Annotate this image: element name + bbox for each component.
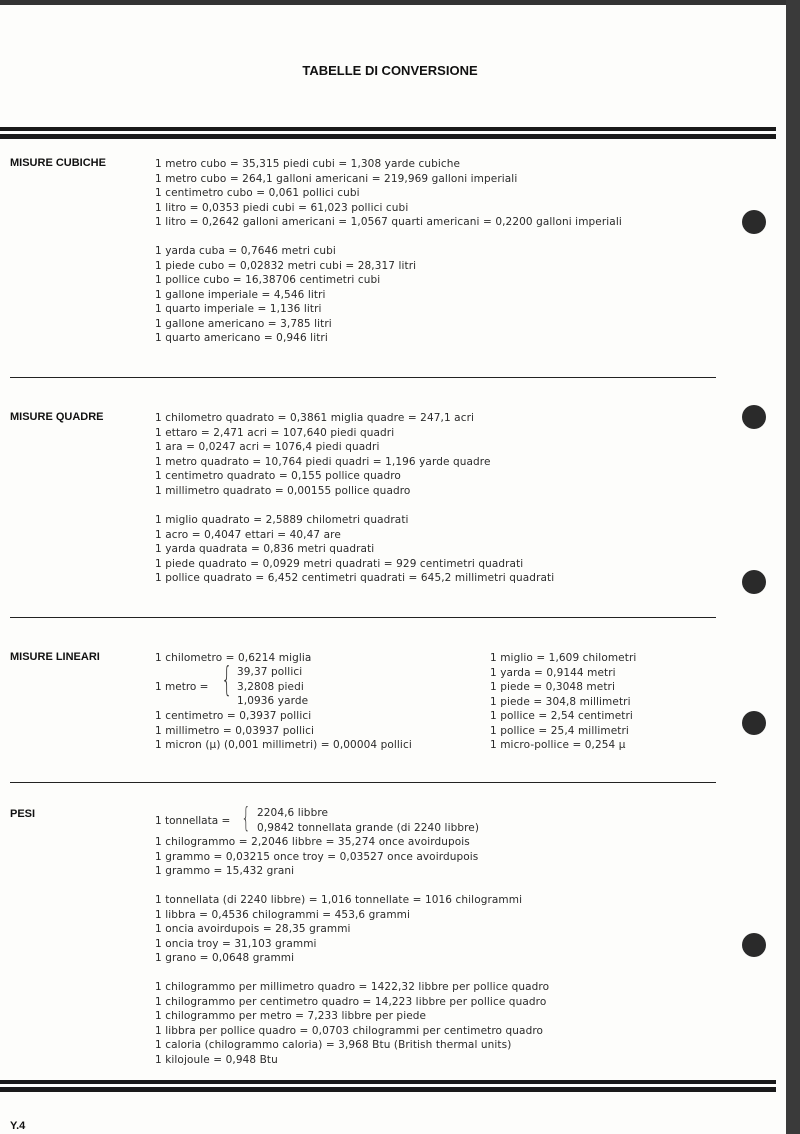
conversion-line: 1 chilogrammo per centimetro quadro = 14,223 libbre per pollice quadro <box>155 995 547 1008</box>
conversion-group <box>155 980 549 1067</box>
section-divider <box>10 782 716 783</box>
conversion-group <box>155 244 416 346</box>
conversion-line: 1 quarto imperiale = 1,136 litri <box>155 303 322 315</box>
conversion-line: 1 chilogrammo = 2,2046 libbre = 35,274 once avoirdupois <box>155 836 470 848</box>
conversion-group <box>155 411 491 498</box>
brace-symbol: { <box>221 660 233 700</box>
conversion-line: 1 ara = 0,0247 acri = 1076,4 piedi quadri <box>155 441 380 453</box>
metro-values <box>237 665 308 709</box>
conversion-line: 1 acro = 0,4047 ettari = 40,47 are <box>155 528 341 541</box>
binder-hole <box>742 711 766 735</box>
double-rule-top <box>0 127 776 139</box>
conversion-line: 39,37 pollici <box>237 666 303 678</box>
conversion-line: 1,0936 yarde <box>237 695 309 707</box>
conversion-line: 1 chilogrammo per metro = 7,233 libbre per piede <box>155 1010 427 1022</box>
brace-symbol: { <box>241 801 251 834</box>
conversion-line: 1 ettaro = 2,471 acri = 107,640 piedi quadri <box>155 426 395 439</box>
section-label-misure-cubiche: MISURE CUBICHE <box>10 157 106 169</box>
conversion-line: 1 miglio quadrato = 2,5889 chilometri quadrati <box>155 514 409 526</box>
conversion-line: 1 pollice quadrato = 6,452 centimetri quadrati = 645,2 millimetri quadrati <box>155 572 555 584</box>
conversion-line: 1 oncia troy = 31,103 grammi <box>155 937 317 950</box>
conversion-line: 1 miglio = 1,609 chilometri <box>490 652 637 664</box>
scan-edge-top <box>0 0 800 5</box>
section-label-misure-lineari: MISURE LINEARI <box>10 651 100 663</box>
conversion-line: 1 litro = 0,2642 galloni americani = 1,0567 quarti americani = 0,2200 galloni imperiali <box>155 216 622 228</box>
double-rule-bottom <box>0 1080 776 1092</box>
page-number: Y.4 <box>10 1120 26 1132</box>
conversion-group <box>155 709 412 753</box>
conversion-line: 1 metro quadrato = 10,764 piedi quadri = 1,196 yarde quadre <box>155 455 491 468</box>
tonnellata-label: 1 tonnellata = <box>155 815 231 827</box>
conversion-line: 1 micro-pollice = 0,254 µ <box>490 739 626 751</box>
conversion-line: 1 piede cubo = 0,02832 metri cubi = 28,317 litri <box>155 259 417 272</box>
metro-label: 1 metro = <box>155 681 209 693</box>
conversion-line: 1 centimetro = 0,3937 pollici <box>155 710 312 722</box>
conversion-line: 1 micron (µ) (0,001 millimetri) = 0,00004 pollici <box>155 739 412 751</box>
conversion-line: 1 libbra per pollice quadro = 0,0703 chilogrammi per centimetro quadro <box>155 1024 544 1037</box>
binder-hole <box>742 405 766 429</box>
conversion-line: 1 yarda cuba = 0,7646 metri cubi <box>155 245 336 257</box>
binder-hole <box>742 570 766 594</box>
conversion-line: 1 litro = 0,0353 piedi cubi = 61,023 pollici cubi <box>155 201 409 214</box>
conversion-group <box>155 835 478 879</box>
conversion-line: 1 tonnellata (di 2240 libbre) = 1,016 tonnellate = 1016 chilogrammi <box>155 894 523 906</box>
conversion-group <box>155 157 622 230</box>
section-divider <box>10 377 716 378</box>
page-title: TABELLE DI CONVERSIONE <box>302 63 478 78</box>
conversion-line: 1 metro cubo = 264,1 galloni americani = 219,969 galloni imperiali <box>155 172 518 185</box>
conversion-group-right <box>490 651 636 753</box>
conversion-line: 1 oncia avoirdupois = 28,35 grammi <box>155 923 351 935</box>
conversion-line: 1 quarto americano = 0,946 litri <box>155 332 328 344</box>
conversion-line: 1 grammo = 15,432 grani <box>155 865 295 877</box>
conversion-line: 1 kilojoule = 0,948 Btu <box>155 1053 278 1066</box>
conversion-line: 1 millimetro quadrato = 0,00155 pollice quadro <box>155 484 411 497</box>
conversion-line: 1 piede = 304,8 millimetri <box>490 695 631 708</box>
conversion-line: 1 centimetro cubo = 0,061 pollici cubi <box>155 187 360 199</box>
binder-hole <box>742 933 766 957</box>
conversion-line: 1 gallone imperiale = 4,546 litri <box>155 288 326 301</box>
conversion-line: 2204,6 libbre <box>257 807 329 819</box>
section-label-misure-quadre: MISURE QUADRE <box>10 411 104 423</box>
conversion-group <box>155 893 522 966</box>
conversion-line: 1 yarda quadrata = 0,836 metri quadrati <box>155 543 375 555</box>
conversion-line: 1 yarda = 0,9144 metri <box>490 666 616 679</box>
conversion-line: 1 gallone americano = 3,785 litri <box>155 317 332 330</box>
section-label-pesi: PESI <box>10 808 36 820</box>
tonnellata-values <box>257 806 479 835</box>
conversion-line: 1 millimetro = 0,03937 pollici <box>155 724 314 737</box>
conversion-line: 1 grammo = 0,03215 once troy = 0,03527 once avoirdupois <box>155 850 479 863</box>
conversion-line: 1 grano = 0,0648 grammi <box>155 952 295 964</box>
binder-hole <box>742 210 766 234</box>
conversion-line: 1 pollice = 25,4 millimetri <box>490 724 629 737</box>
conversion-line: 1 piede = 0,3048 metri <box>490 681 615 693</box>
conversion-group <box>155 513 554 586</box>
conversion-line: 1 piede quadrato = 0,0929 metri quadrati = 929 centimetri quadrati <box>155 557 524 570</box>
conversion-line: 1 centimetro quadrato = 0,155 pollice quadro <box>155 470 401 482</box>
section-divider <box>10 617 716 618</box>
conversion-line: 1 pollice = 2,54 centimetri <box>490 710 633 722</box>
conversion-line: 1 libbra = 0,4536 chilogrammi = 453,6 grammi <box>155 908 411 921</box>
conversion-line: 3,2808 piedi <box>237 680 304 693</box>
conversion-line: 1 chilometro quadrato = 0,3861 miglia quadre = 247,1 acri <box>155 412 475 424</box>
conversion-line: 1 metro cubo = 35,315 piedi cubi = 1,308 yarde cubiche <box>155 158 461 170</box>
conversion-line: 1 chilogrammo per millimetro quadro = 1422,32 libbre per pollice quadro <box>155 981 550 993</box>
conversion-line: 1 chilometro = 0,6214 miglia <box>155 652 312 664</box>
conversion-line: 1 caloria (chilogrammo caloria) = 3,968 Btu (British thermal units) <box>155 1039 512 1051</box>
conversion-line: 1 pollice cubo = 16,38706 centimetri cubi <box>155 274 381 286</box>
scan-edge-right <box>786 0 800 1134</box>
conversion-line: 0,9842 tonnellata grande (di 2240 libbre) <box>257 821 480 834</box>
